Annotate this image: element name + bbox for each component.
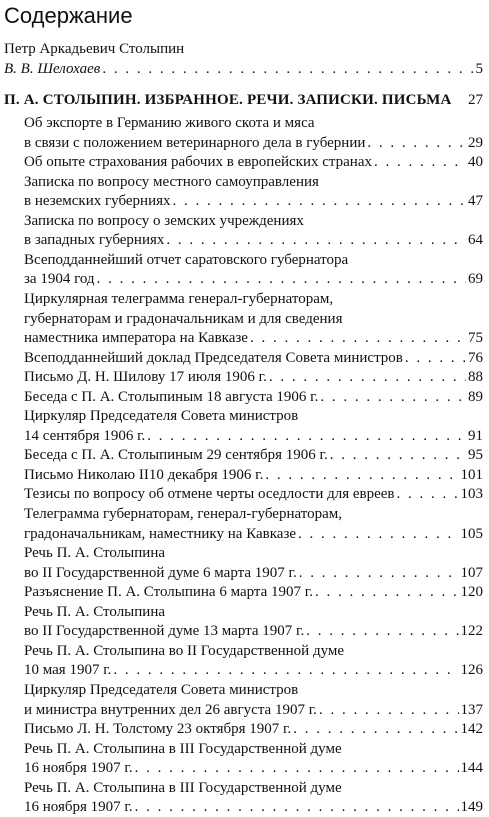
- dot-leader: [269, 367, 466, 387]
- page-number: 64: [468, 232, 483, 249]
- toc-entry-last-line: [24, 700, 483, 720]
- dot-leader: [320, 387, 466, 407]
- toc-entry-title: Тезисы по вопросу об отмене черты оседлости для евреев: [24, 486, 395, 503]
- toc-entry-line: Циркуляр Председателя Совета министров: [24, 408, 299, 425]
- dot-leader: [250, 328, 466, 348]
- toc-entry-last-line: [24, 563, 483, 583]
- toc-entry-last-line: [24, 152, 483, 172]
- dot-leader: [113, 660, 458, 680]
- page-number: 5: [475, 61, 483, 77]
- toc-entry-title: Письмо Д. Н. Шилову 17 июля 1906 г.: [24, 369, 267, 386]
- toc-entry-title: 16 ноября 1907 г.: [24, 799, 133, 816]
- toc-entry-last-line: [24, 445, 483, 465]
- dot-leader: [298, 524, 458, 544]
- toc-entry-last-line: [24, 621, 483, 641]
- toc-entry-title: 10 мая 1907 г.: [24, 662, 112, 679]
- toc-entry-last-line: [24, 426, 483, 446]
- toc-entry-last-line: [24, 269, 483, 289]
- page-number: 107: [460, 564, 483, 581]
- toc-entry-title: Об опыте страхования рабочих в европейских странах: [24, 154, 372, 171]
- toc-entry-line: губернаторам и градоначальникам и для сведения: [24, 310, 343, 327]
- page-number: 101: [460, 466, 483, 483]
- toc-entry-last-line: [24, 348, 483, 368]
- toc-entry-title: Письмо Л. Н. Толстому 23 октября 1907 г.: [24, 721, 292, 738]
- toc-entry-last-line: [24, 758, 483, 778]
- toc-entry-last-line: [24, 191, 483, 211]
- toc-entry-title: наместника императора на Кавказе: [24, 330, 248, 347]
- toc-entry-last-line: [24, 328, 483, 348]
- toc-entry-last-line: [24, 133, 483, 153]
- page-number: 29: [468, 134, 483, 151]
- toc-entry-line: Записка по вопросу о земских учреждениях: [24, 212, 304, 229]
- dot-leader: [374, 152, 466, 172]
- page-number: 47: [468, 193, 483, 210]
- dot-leader: [293, 719, 458, 739]
- dot-leader: [265, 465, 458, 485]
- page-number: 120: [460, 584, 483, 601]
- toc-entry-title: в неземских губерниях: [24, 193, 171, 210]
- toc-entry-line: Об экспорте в Германию живого скота и мяса: [24, 115, 315, 131]
- dot-leader: [315, 582, 458, 602]
- toc-entry-line: Циркулярная телеграмма генерал-губернаторам,: [24, 290, 334, 307]
- toc-entry-last-line: [24, 797, 483, 817]
- toc-entry-line: Речь П. А. Столыпина: [24, 545, 165, 562]
- intro-entry[interactable]: [4, 59, 483, 79]
- toc-entry-line: Речь П. А. Столыпина во II Государственной думе: [24, 642, 345, 659]
- page-number: 122: [460, 623, 483, 640]
- page-number: 40: [468, 154, 483, 171]
- dot-leader: [367, 133, 466, 153]
- toc-entry-line: Речь П. А. Столыпина: [24, 603, 165, 620]
- page-number: 91: [468, 427, 483, 444]
- toc-entry-title: Письмо Николаю II10 декабря 1906 г.: [24, 466, 264, 483]
- toc-entry-title: за 1904 год: [24, 271, 95, 288]
- page-title: Содержание: [4, 3, 133, 28]
- toc-entry-last-line: [24, 524, 483, 544]
- dot-leader: [147, 426, 466, 446]
- toc-entry-last-line: [24, 484, 483, 504]
- toc-entry-line: Всеподданнейший отчет саратовского губернатора: [24, 251, 349, 268]
- page-number: 126: [460, 662, 483, 679]
- toc-entry-last-line: [24, 465, 483, 485]
- page-number: 89: [468, 388, 483, 405]
- page-number: 88: [468, 369, 483, 386]
- section-title: П. А. СТОЛЫПИН. ИЗБРАННОЕ. РЕЧИ. ЗАПИСКИ. ПИСЬМА: [4, 92, 452, 108]
- toc-entry-title: Всеподданнейший доклад Председателя Совета министров: [24, 349, 403, 366]
- page-number: 149: [460, 799, 483, 816]
- toc-entry-title: и министра внутренних дел 26 августа 1907 г.: [24, 701, 317, 718]
- dot-leader: [319, 700, 459, 720]
- toc-entry-title: во II Государственной думе 6 марта 1907 г.: [24, 564, 297, 581]
- section-heading[interactable]: [4, 90, 483, 110]
- intro-heading: Петр Аркадьевич Столыпин: [4, 41, 185, 57]
- toc-entry-last-line: [24, 387, 483, 407]
- toc-entry-title: во II Государственной думе 13 марта 1907 г.: [24, 623, 305, 640]
- intro-author: В. В. Шелохаев: [4, 61, 101, 77]
- page-number: 144: [460, 760, 483, 777]
- toc-entry-title: в западных губерниях: [24, 232, 165, 249]
- toc-entry-line: Записка по вопросу местного самоуправления: [24, 173, 319, 190]
- toc-entry-last-line: [24, 582, 483, 602]
- toc-entry-title: Беседа с П. А. Столыпиным 18 августа 1906 г.: [24, 388, 319, 405]
- toc-entry-line: Циркуляр Председателя Совета министров: [24, 681, 299, 698]
- toc-entry-line: Телеграмма губернаторам, генерал-губернаторам,: [24, 506, 343, 522]
- dot-leader: [97, 269, 466, 289]
- page-number: 76: [468, 349, 483, 366]
- dot-leader: [397, 484, 459, 504]
- dot-leader: [299, 563, 459, 583]
- toc-entry-last-line: [24, 719, 483, 739]
- toc-entry-last-line: [24, 367, 483, 387]
- toc-entry-title: Беседа с П. А. Столыпиным 29 сентября 1906 г.: [24, 447, 328, 464]
- toc-entry-last-line: [24, 660, 483, 680]
- dot-leader: [330, 445, 466, 465]
- toc-entry-title: 16 ноября 1907 г.: [24, 760, 133, 777]
- page-number: 105: [460, 525, 483, 542]
- dot-leader: [135, 797, 459, 817]
- dot-leader: [306, 621, 458, 641]
- dot-leader: [405, 348, 466, 368]
- toc-entry-line: Речь П. А. Столыпина в III Государственной думе: [24, 740, 342, 757]
- page-number: 95: [468, 447, 483, 464]
- page-number: 69: [468, 271, 483, 288]
- toc-entry-last-line: [24, 230, 483, 250]
- page-number: 75: [468, 330, 483, 347]
- toc-entry-title: 14 сентября 1906 г.: [24, 427, 146, 444]
- page-number: 137: [460, 701, 483, 718]
- page-number: 27: [468, 92, 483, 108]
- dot-leader: [173, 191, 467, 211]
- page-number: 142: [460, 721, 483, 738]
- dot-leader: [135, 758, 459, 778]
- toc-entry-title: градоначальникам, наместнику на Кавказе: [24, 525, 297, 542]
- toc-entry-title: Разъяснение П. А. Столыпина 6 марта 1907 г.: [24, 584, 314, 601]
- toc-entry-title: в связи с положением ветеринарного дела в губернии: [24, 134, 366, 151]
- toc-entry-line: Речь П. А. Столыпина в III Государственной думе: [24, 779, 342, 796]
- dot-leader: [166, 230, 466, 250]
- dot-leader: [102, 59, 473, 79]
- page-number: 103: [460, 486, 483, 503]
